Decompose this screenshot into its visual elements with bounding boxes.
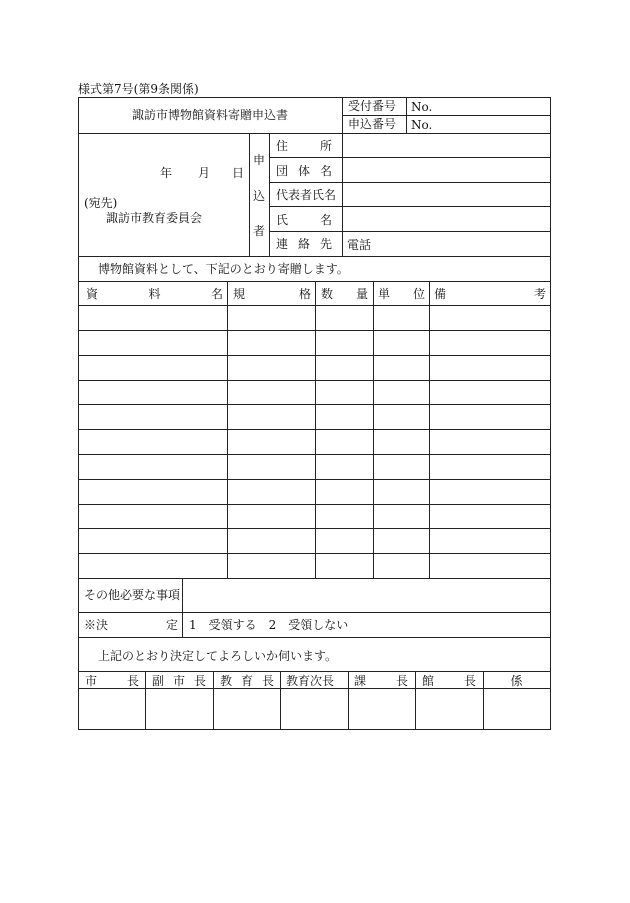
applicant-header-2: 込 (252, 189, 265, 203)
header-unit: 単 位 (378, 287, 425, 301)
form-title: 諏訪市博物館資料寄贈申込書 (131, 108, 288, 122)
approval-mayor: 市 長 (85, 674, 139, 688)
phone-label: 電話 (347, 238, 372, 252)
accept-number-label: 受付番号 (348, 99, 397, 113)
address-label: 住 所 (276, 139, 332, 153)
approval-staff: 係 (510, 674, 523, 688)
table-row (78, 454, 551, 455)
applicant-header-1: 申 (252, 153, 265, 167)
decision-options: 1 受領する 2 受領しない (189, 618, 349, 632)
name-label: 氏 名 (276, 213, 332, 227)
table-row (78, 429, 551, 430)
approval-section-chief: 課 長 (354, 674, 408, 688)
approval-deputy-superintendent: 教育次長 (286, 674, 335, 688)
table-row (78, 330, 551, 331)
other-matters-label: その他必要な事項 (84, 588, 181, 602)
contact-label: 連 絡 先 (276, 237, 332, 251)
table-row (78, 504, 551, 505)
table-row (78, 553, 551, 554)
donation-statement: 博物館資料として、下記のとおり寄贈します。 (98, 262, 349, 276)
approval-vice-mayor: 副 市 長 (152, 674, 206, 688)
table-row (78, 355, 551, 356)
table-row (78, 404, 551, 405)
apply-number-value: No. (411, 118, 433, 132)
addressee-prefix: (宛先) (84, 196, 118, 210)
approval-director: 館 長 (422, 674, 476, 688)
applicant-header-3: 者 (252, 224, 265, 238)
accept-number-value: No. (411, 100, 433, 114)
group-label: 団 体 名 (276, 164, 332, 178)
header-spec: 規 格 (233, 287, 311, 301)
form-number: 様式第7号(第9条関係) (78, 82, 199, 96)
donation-form (78, 97, 551, 730)
table-row (78, 479, 551, 480)
decision-label: ※決 定 (84, 618, 178, 632)
apply-number-label: 申込番号 (348, 117, 397, 131)
date-month: 月 (198, 166, 211, 180)
representative-label: 代表者氏名 (276, 188, 337, 202)
addressee-name: 諏訪市教育委員会 (106, 211, 203, 225)
date-day: 日 (232, 166, 245, 180)
table-row (78, 380, 551, 381)
header-item-name: 資 料 名 (86, 287, 223, 301)
table-row (78, 528, 551, 529)
date-year: 年 (160, 166, 173, 180)
header-quantity: 数 量 (321, 287, 368, 301)
header-remarks: 備 考 (434, 287, 546, 301)
approval-superintendent: 教 育 長 (220, 674, 274, 688)
approval-statement: 上記のとおり決定してよろしいか伺います。 (98, 649, 338, 663)
